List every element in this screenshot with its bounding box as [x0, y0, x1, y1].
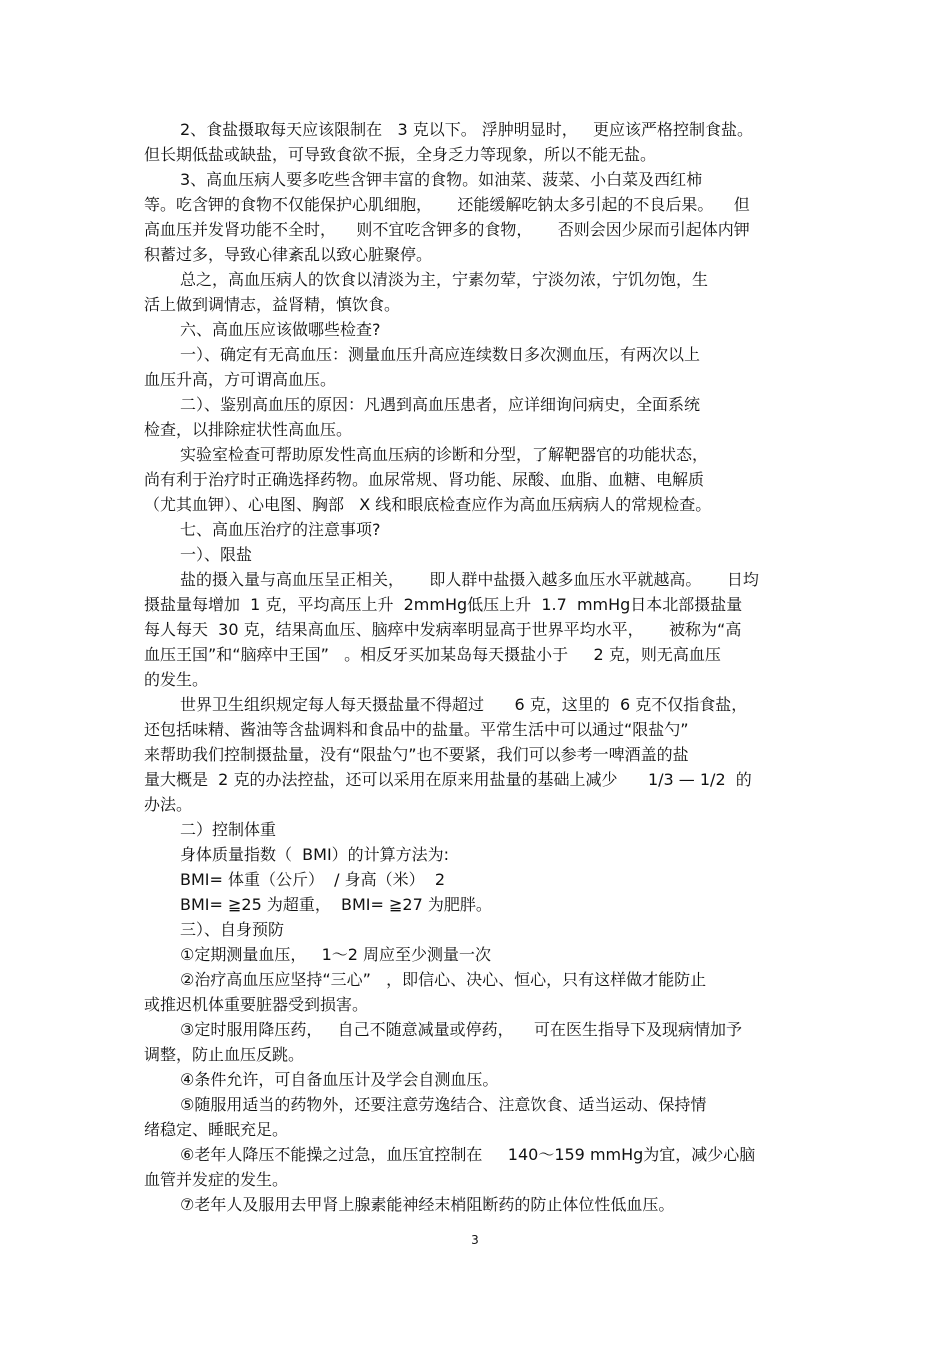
text-line: （尤其血钾）、心电图、胸部 X 线和眼底检查应作为高血压病病人的常规检查。	[144, 495, 712, 514]
list-item: ⑤随服用适当的药物外，还要注意劳逸结合、注意饮食、适当运动、保持情	[180, 1095, 707, 1114]
text-line: 或推迟机体重要脏器受到损害。	[144, 995, 369, 1014]
text-line: 活上做到调情志，益肾精，慎饮食。	[144, 295, 401, 314]
text-line: 二）、鉴别高血压的原因：凡遇到高血压患者，应详细询问病史，全面系统	[180, 395, 701, 414]
text-line: 检查，以排除症状性高血压。	[144, 420, 353, 439]
text-line: 盐的摄入量与高血压呈正相关， 即人群中盐摄入越多血压水平就越高。 日均	[180, 570, 759, 589]
section-heading: 六、高血压应该做哪些检查?	[180, 320, 381, 339]
text-line: 的发生。	[144, 670, 209, 689]
formula-line: BMI= ≧25 为超重， BMI= ≧27 为肥胖。	[180, 895, 492, 914]
text-line: 身体质量指数（ BMI）的计算方法为:	[180, 845, 450, 864]
text-line: 血管并发症的发生。	[144, 1170, 289, 1189]
subsection-heading: 三）、自身预防	[180, 920, 285, 939]
text-line: 调整，防止血压反跳。	[144, 1045, 305, 1064]
list-item: ③定时服用降压药， 自己不随意减量或停药， 可在医生指导下及现病情加予	[180, 1020, 742, 1039]
text-line: 量大概是 2 克的办法控盐，还可以采用在原来用盐量的基础上减少 1/3 — 1/2 的	[144, 770, 752, 789]
list-item: ①定期测量血压， 1～2 周应至少测量一次	[180, 945, 492, 964]
text-line: 血压王国”和“脑瘁中王国” 。相反牙买加某岛每天摄盐小于 2 克，则无高血压	[144, 645, 721, 664]
text-line: 每人每天 30 克，结果高血压、脑瘁中发病率明显高于世界平均水平， 被称为“高	[144, 620, 742, 639]
list-item: ②治疗高血压应坚持“三心” ，即信心、决心、恒心，只有这样做才能防止	[180, 970, 707, 989]
text-line: 一）、确定有无高血压：测量血压升高应连续数日多次测血压，有两次以上	[180, 345, 701, 364]
text-line: 实验室检查可帮助原发性高血压病的诊断和分型，了解靶器官的功能状态，	[180, 445, 709, 464]
text-line: 摄盐量每增加 1 克，平均高压上升 2mmHg低压上升 1.7 mmHg日本北部摄盐量	[144, 595, 743, 614]
page-number: 3	[471, 1233, 479, 1247]
text-line: 绪稳定、睡眠充足。	[144, 1120, 289, 1139]
list-item: ⑦老年人及服用去甲肾上腺素能神经末梢阻断药的防止体位性低血压。	[180, 1195, 675, 1214]
text-line: 办法。	[144, 795, 193, 814]
text-line: 积蓄过多，导致心律紊乱以致心脏聚停。	[144, 245, 433, 264]
formula-line: BMI= 体重（公斤） / 身高（米） 2	[180, 870, 445, 889]
text-line: 但长期低盐或缺盐，可导致食欲不振，全身乏力等现象，所以不能无盐。	[144, 145, 657, 164]
list-item: ④条件允许，可自备血压计及学会自测血压。	[180, 1070, 499, 1089]
list-item: ⑥老年人降压不能操之过急，血压宜控制在 140～159 mmHg为宜，减少心脑	[180, 1145, 756, 1164]
subsection-heading: 一）、限盐	[180, 545, 253, 564]
text-line: 还包括味精、酱油等含盐调料和食品中的盐量。平常生活中可以通过“限盐勺”	[144, 720, 689, 739]
text-line: 世界卫生组织规定每人每天摄盐量不得超过 6 克，这里的 6 克不仅指食盐，	[180, 695, 748, 714]
text-line: 等。吃含钾的食物不仅能保护心肌细胞， 还能缓解吃钠太多引起的不良后果。 但	[144, 195, 750, 214]
text-line: 来帮助我们控制摄盐量，没有“限盐勺”也不要紧，我们可以参考一啤酒盖的盐	[144, 745, 689, 764]
text-line: 3、高血压病人要多吃些含钾丰富的食物。如油菜、菠菜、小白菜及西红柿	[180, 170, 703, 189]
text-line: 总之，高血压病人的饮食以清淡为主，宁素勿荤，宁淡勿浓，宁饥勿饱，生	[180, 270, 709, 289]
text-line: 血压升高，方可谓高血压。	[144, 370, 337, 389]
text-line: 高血压并发肾功能不全时， 则不宜吃含钾多的食物， 否则会因少尿而引起体内钾	[144, 220, 750, 239]
text-line: 2、食盐摄取每天应该限制在 3 克以下。 浮肿明显时， 更应该严格控制食盐。	[180, 120, 754, 139]
subsection-heading: 二）控制体重	[180, 820, 277, 839]
text-line: 尚有利于治疗时正确选择药物。血尿常规、肾功能、尿酸、血脂、血糖、电解质	[144, 470, 705, 489]
section-heading: 七、高血压治疗的注意事项?	[180, 520, 381, 539]
